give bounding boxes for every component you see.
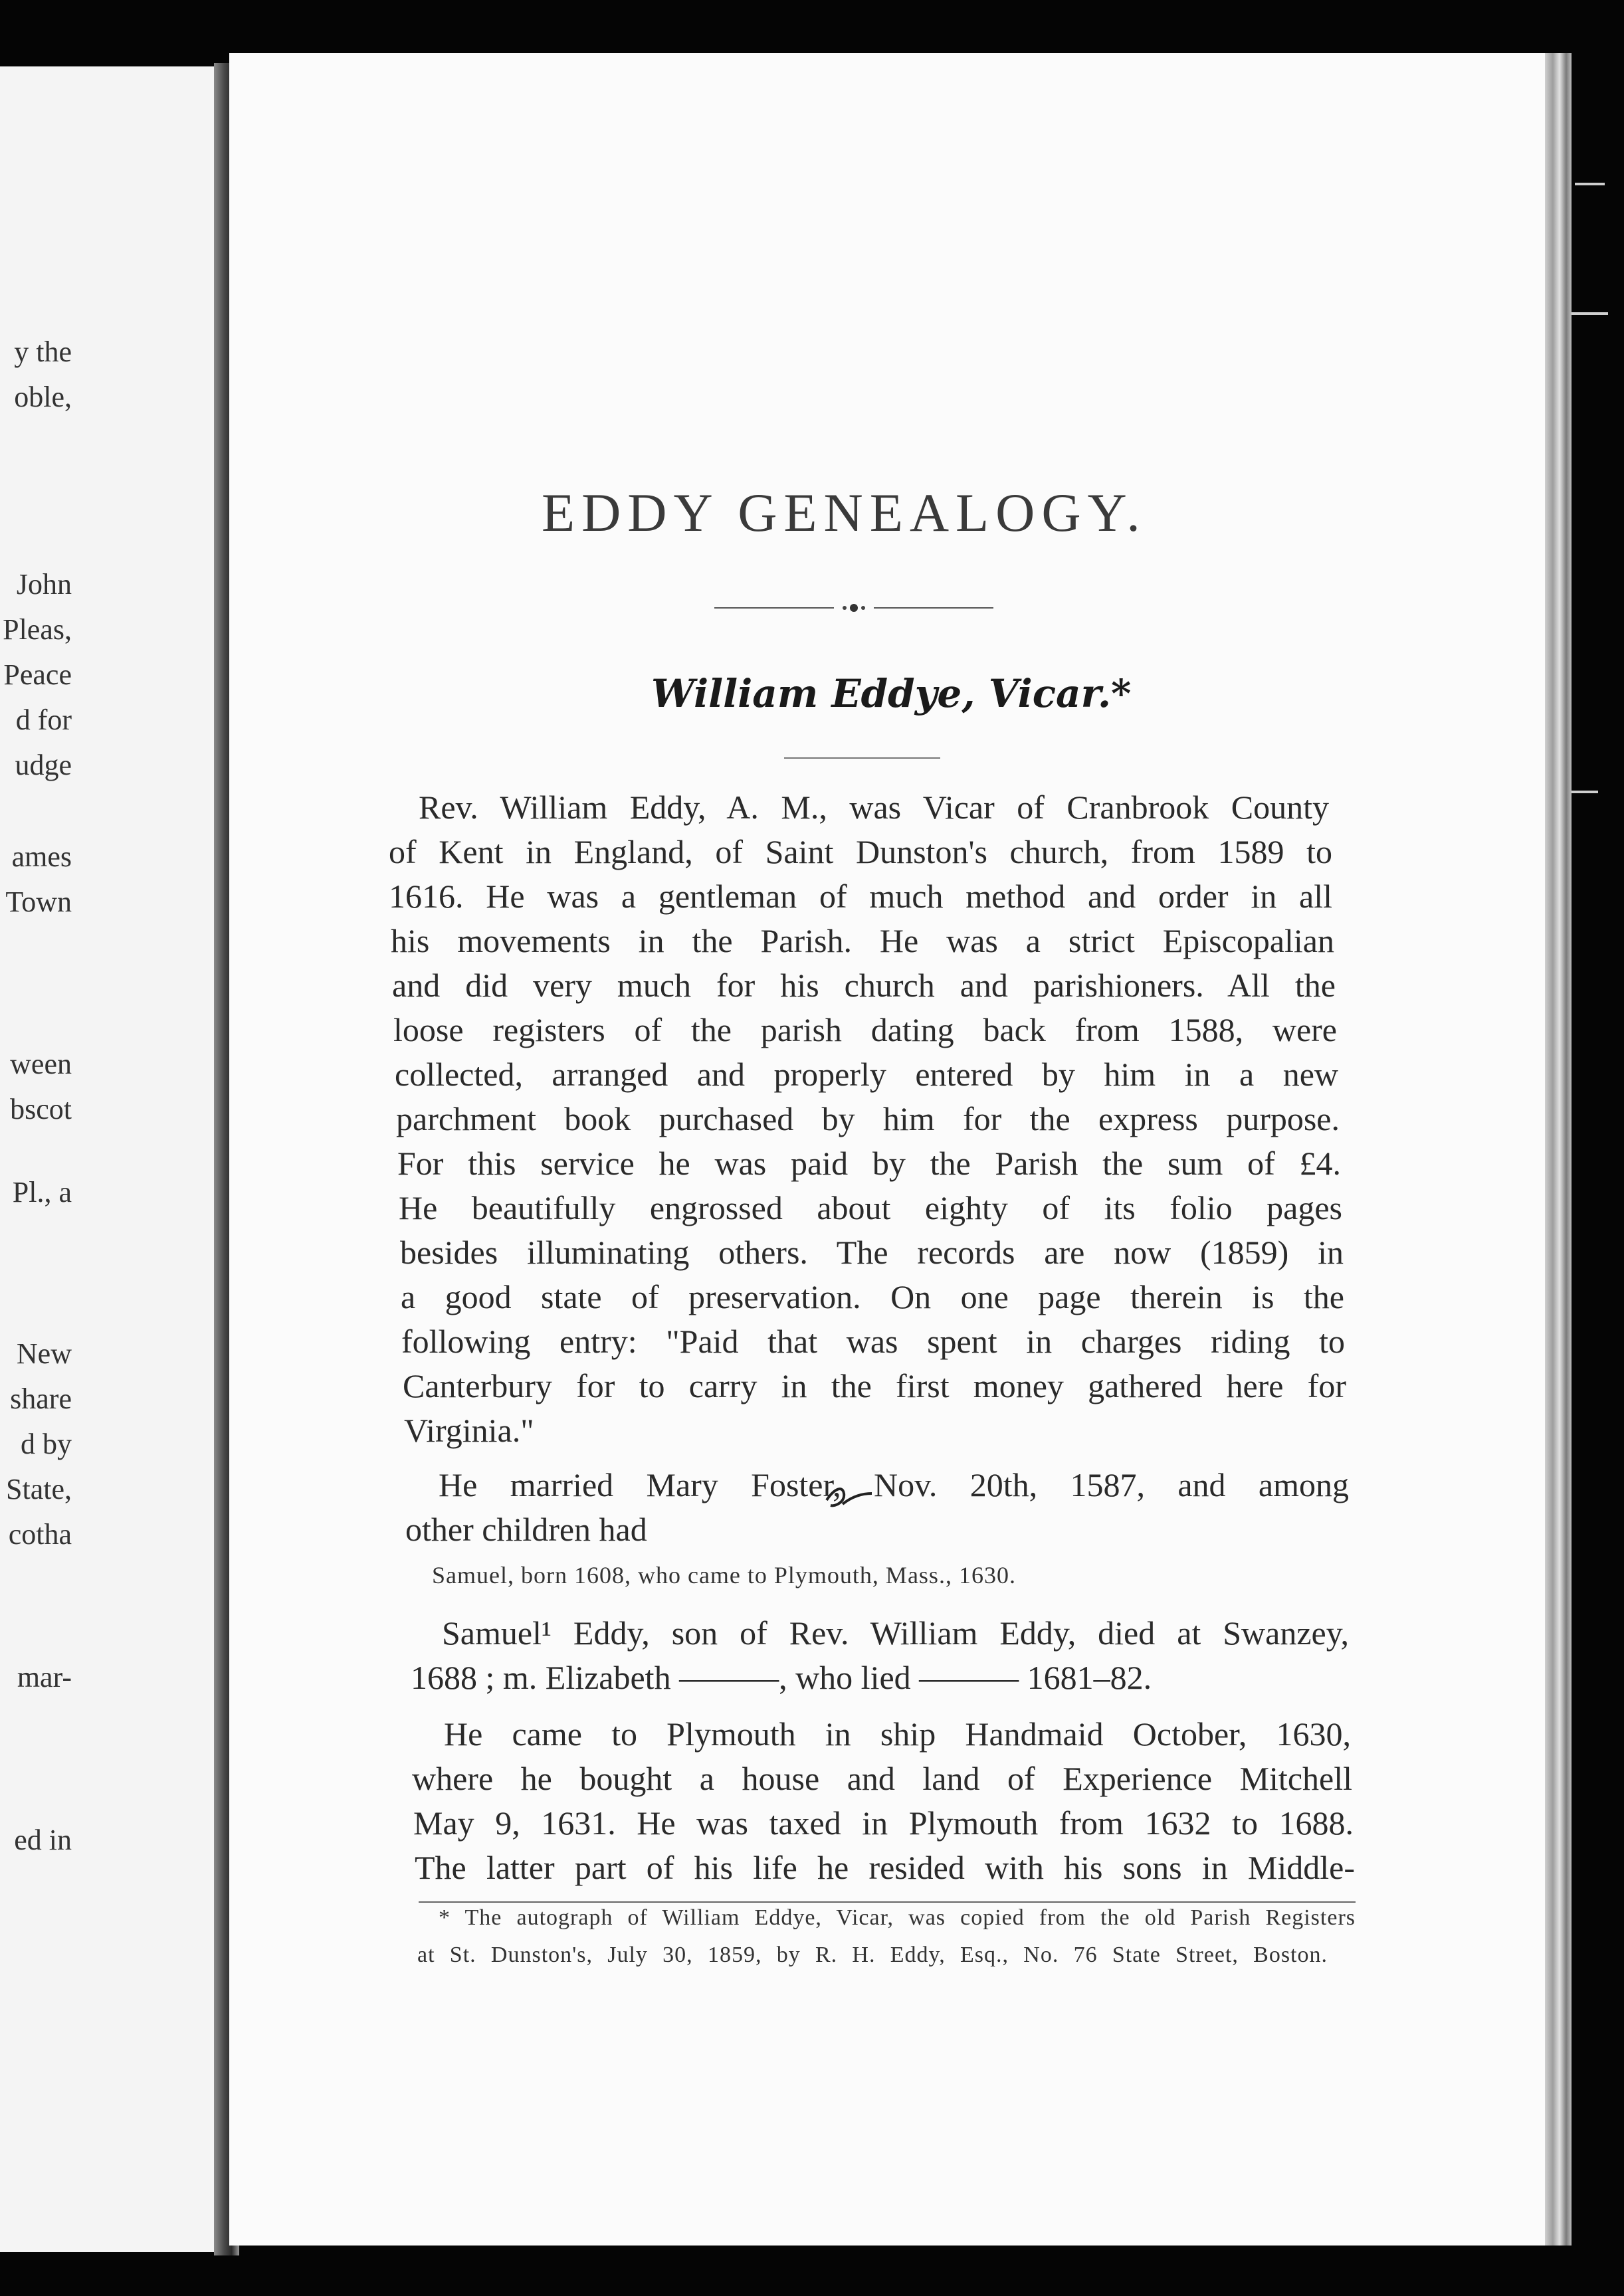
body-line: his movements in the Parish. He was a strict Episcopalian xyxy=(391,922,1334,959)
body-line: He came to Plymouth in ship Handmaid October, 1630, xyxy=(444,1715,1351,1753)
child-entry: Samuel, born 1608, who came to Plymouth, Mass., 1630. xyxy=(432,1562,1016,1588)
body-line: The latter part of his life he resided with his sons in Middle- xyxy=(415,1849,1355,1886)
body-line: Rev. William Eddy, A. M., was Vicar of Cranbrook County xyxy=(419,789,1329,826)
left-page-line: Peace xyxy=(3,658,72,691)
left-page-line: d by xyxy=(21,1428,72,1460)
edge-mark xyxy=(1575,183,1605,185)
left-page-line: mar- xyxy=(17,1661,72,1693)
body-line: Samuel¹ Eddy, son of Rev. William Eddy, died at Swanzey, xyxy=(442,1614,1349,1652)
left-page-line: Pl., a xyxy=(12,1176,72,1208)
footnote-rule xyxy=(419,1901,1356,1903)
left-page-line: share xyxy=(10,1383,72,1415)
left-page-line: Pleas, xyxy=(3,613,72,646)
edge-mark xyxy=(1572,791,1598,793)
body-line: 1616. He was a gentleman of much method and order in all xyxy=(389,878,1332,915)
body-line: a good state of preservation. On one page therein is the xyxy=(401,1278,1344,1315)
left-page-line: ames xyxy=(11,840,72,873)
body-line: besides illuminating others. The records are now (1859) in xyxy=(400,1234,1344,1271)
left-page-line: New xyxy=(16,1337,72,1370)
body-line: He married Mary Foster, Nov. 20th, 1587, and among xyxy=(439,1466,1349,1503)
left-page-line: Town xyxy=(5,886,72,918)
left-page-line: State, xyxy=(6,1473,72,1505)
ornament-divider xyxy=(714,598,993,618)
left-page-line: d for xyxy=(15,704,72,736)
left-page-line: John xyxy=(16,568,72,601)
left-page-line: oble, xyxy=(14,381,72,413)
heading-rule xyxy=(784,757,940,759)
body-line: Canterbury for to carry in the first money gathered here for xyxy=(403,1367,1346,1404)
body-line: collected, arranged and properly entered by him in a new xyxy=(395,1056,1338,1093)
left-page-line: cotha xyxy=(8,1518,72,1551)
body-line: Virginia." xyxy=(404,1412,534,1449)
body-line: and did very much for his church and parishioners. All the xyxy=(392,967,1336,1004)
body-line: May 9, 1631. He was taxed in Plymouth from 1632 to 1688. xyxy=(413,1804,1354,1842)
left-page-line: bscot xyxy=(10,1093,72,1125)
body-line: He beautifully engrossed about eighty of its folio pages xyxy=(399,1189,1342,1226)
body-line: For this service he was paid by the Parish the sum of £4. xyxy=(397,1145,1341,1182)
edge-mark xyxy=(1572,312,1608,315)
vicar-heading: William Eddye, Vicar.* xyxy=(651,671,1132,716)
page-title: EDDY GENEALOGY. xyxy=(542,482,1147,543)
left-page-line: udge xyxy=(15,749,72,781)
left-page-line: ween xyxy=(10,1048,72,1080)
handwritten-mark xyxy=(823,1474,876,1513)
body-line: parchment book purchased by him for the express purpose. xyxy=(396,1100,1340,1137)
left-page-line: y the xyxy=(14,335,72,368)
body-line: loose registers of the parish dating back from 1588, were xyxy=(393,1011,1337,1048)
left-facing-page xyxy=(0,66,226,2252)
body-line: following entry: "Paid that was spent in charges riding to xyxy=(401,1323,1345,1360)
left-page-line: ed in xyxy=(14,1824,72,1856)
footnote-line: * The autograph of William Eddye, Vicar, was copied from the old Parish Registers xyxy=(439,1905,1356,1930)
body-line: 1688 ; m. Elizabeth ———, who lied ——— 1681–82. xyxy=(411,1659,1152,1696)
page-edge xyxy=(1545,53,1572,2246)
body-line: where he bought a house and land of Experience Mitchell xyxy=(412,1760,1352,1797)
body-line: of Kent in England, of Saint Dunston's church, from 1589 to xyxy=(389,833,1332,870)
body-line: other children had xyxy=(405,1511,647,1548)
footnote-line: at St. Dunston's, July 30, 1859, by R. H. Eddy, Esq., No. 76 State Street, Boston. xyxy=(417,1943,1328,1967)
